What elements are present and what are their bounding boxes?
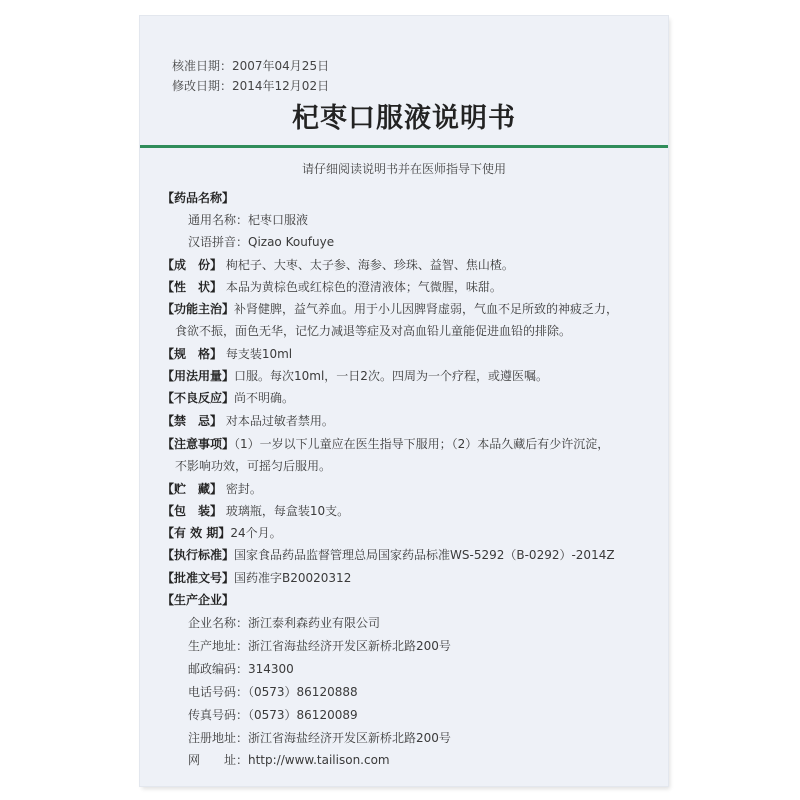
precautions-label: 【注意事项】 — [162, 437, 235, 451]
package-row — [162, 502, 662, 520]
precautions-text-2: 不影响功效，可摇匀后服用。 — [175, 459, 332, 473]
approval-date: 核准日期：2007年04月25日 — [172, 59, 330, 73]
validity-text: 24个月。 — [230, 526, 282, 540]
contra-label: 【禁 忌】 — [162, 414, 222, 428]
revision-date: 修改日期：2014年12月02日 — [172, 79, 330, 93]
company-name: 企业名称：浙江泰利森药业有限公司 — [188, 616, 381, 630]
package-label: 【包 装】 — [162, 504, 222, 518]
drug-name-heading — [162, 189, 662, 207]
title-divider — [140, 145, 668, 148]
standard-row — [162, 546, 662, 564]
fax-number: 传真号码：（0573）86120089 — [188, 708, 358, 722]
adverse-row — [162, 389, 662, 407]
approval-text: 国药准字B20020312 — [234, 571, 352, 585]
approval-label: 【批准文号】 — [162, 571, 235, 585]
document-title: 杞枣口服液说明书 — [292, 103, 516, 134]
contra-row — [162, 412, 662, 430]
spec-label: 【规 格】 — [162, 347, 222, 361]
website-link[interactable]: http://www.tailison.com — [248, 753, 390, 767]
adverse-label: 【不良反应】 — [162, 391, 235, 405]
production-address: 生产地址：浙江省海盐经济开发区新桥北路200号 — [188, 639, 451, 653]
precautions-text-1: （1）一岁以下儿童应在医生指导下服用；（2）本品久藏后有少许沉淀， — [234, 437, 610, 451]
character-row — [162, 278, 662, 296]
ingredients-row — [162, 256, 662, 274]
contra-text: 对本品过敏者禁用。 — [225, 414, 334, 428]
usage-label: 【用法用量】 — [162, 369, 235, 383]
standard-text: 国家食品药品监督管理总局国家药品标准WS-5292（B-0292）-2014Z — [234, 548, 615, 562]
date-block — [172, 56, 329, 96]
pinyin-name: 汉语拼音：Qizao Koufuye — [188, 235, 335, 249]
indications-text-2: 食欲不振，面色无华，记忆力减退等症及对高血铅儿童能促进血铅的排除。 — [175, 324, 572, 338]
manufacturer-label: 【生产企业】 — [162, 593, 235, 607]
drug-name-label: 【药品名称】 — [162, 191, 235, 205]
spec-text: 每支装10ml — [225, 347, 293, 361]
standard-label: 【执行标准】 — [162, 548, 235, 562]
usage-row — [162, 367, 662, 385]
precautions-row — [162, 435, 662, 453]
website-label: 网 址： — [188, 753, 248, 767]
adverse-text: 尚不明确。 — [234, 391, 295, 405]
usage-text: 口服。每次10ml，一日2次。四周为一个疗程，或遵医嘱。 — [234, 369, 548, 383]
storage-label: 【贮 藏】 — [162, 482, 222, 496]
postcode: 邮政编码：314300 — [188, 662, 294, 676]
indications-text-1: 补肾健脾，益气养血。用于小儿因脾肾虚弱，气血不足所致的神疲乏力， — [234, 302, 619, 316]
manufacturer-heading — [162, 591, 662, 609]
validity-row — [162, 524, 662, 542]
registered-address: 注册地址：浙江省海盐经济开发区新桥北路200号 — [188, 731, 451, 745]
character-label: 【性 状】 — [162, 280, 222, 294]
indications-row — [162, 300, 662, 318]
ingredients-label: 【成 份】 — [162, 258, 222, 272]
usage-advice: 请仔细阅读说明书并在医师指导下使用 — [301, 162, 506, 176]
ingredients-text: 枸杞子、大枣、太子参、海参、珍珠、益智、焦山楂。 — [225, 258, 514, 272]
spec-row — [162, 345, 662, 363]
phone-number: 电话号码：（0573）86120888 — [188, 685, 358, 699]
storage-row — [162, 480, 662, 498]
generic-name: 通用名称：杞枣口服液 — [188, 213, 309, 227]
character-text: 本品为黄棕色或红棕色的澄清液体；气微腥，味甜。 — [225, 280, 502, 294]
indications-label: 【功能主治】 — [162, 302, 235, 316]
website-row — [188, 751, 688, 769]
validity-label: 【有 效 期】 — [162, 526, 231, 540]
approval-row — [162, 569, 662, 587]
storage-text: 密封。 — [225, 482, 262, 496]
package-text: 玻璃瓶，每盒装10支。 — [225, 504, 350, 518]
